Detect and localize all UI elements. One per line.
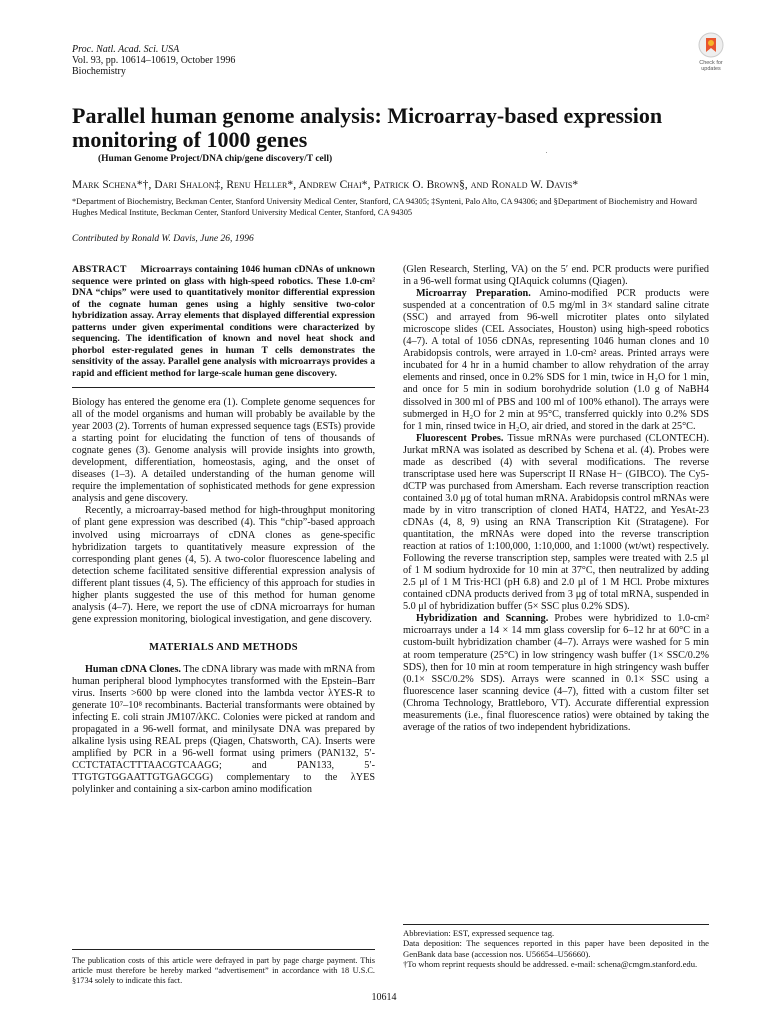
badge-line1: Check for [699,60,723,66]
abstract-label: ABSTRACT [72,264,127,275]
subsection-heading: Fluorescent Probes. [416,432,504,444]
methods-paragraph [403,433,709,614]
abstract-divider [72,387,375,388]
journal-section: Biochemistry [72,66,126,77]
badge-line2: updates [701,66,721,72]
methods-paragraph [403,613,709,733]
abstract [72,264,375,379]
footnote-data-deposition: Data deposition: The sequences reported in this paper have been deposited in the GenBank data base (accession nos. U56654–U56660). [403,938,709,959]
left-column [72,264,375,796]
footnote-reprint: †To whom reprint requests should be addressed. e-mail: schena@cmgm.stanford.edu. [403,959,698,970]
contributed-by: Contributed by Ronald W. Davis, June 26, 1996 [72,234,254,244]
journal-volume: Vol. 93, pp. 10614–10619, October 1996 [72,55,236,66]
bookmark-icon [698,32,724,58]
paragraph-text: The cDNA library was made with mRNA from human peripheral blood lymphocytes transformed with the Epstein–Barr virus. Inserts >600 bp were cloned into the lambda vector λYES-R to generate 10⁷–10⁸ recombinants. Bacterial transformants were obtained by infecting E. coli strain JM107/λKC. Colonies were picked at random and propagated in a 96-well format, and minilysate DNA was prepared by alkaline lysis using REAL preps (Qiagen, Chatsworth, CA). Inserts were amplified by PCR in a 96-well format using primers (PAN132, 5′-CCTCTATACTTTAACGTCAAGG; and PAN133, 5′-TTGTGTGGAATTGTGAGCGG) complementary to the λYES polylinker and containing a six-carbon amino modification [72,663,375,796]
publication-cost-footnote: The publication costs of this article were defrayed in part by page charge payment. This article must therefore be hereby marked “advertisement” in accordance with 18 U.S.C. §1734 solely to indicate this fact. [72,949,375,987]
affiliations: *Department of Biochemistry, Beckman Center, Stanford University Medical Center, Stanford, CA 94305; ‡Synteni, Palo Alto, CA 94306; and §Department of Biochemistry and Howard Hughes Medical Institute, Beckman Center, Stanford University Medical Center, Stanford, CA 94305 [72,197,697,217]
intro-paragraph: Biology has entered the genome era (1). Complete genome sequences for all of the model organisms and human will probably be available by the year 2003 (2). Torrents of human expressed sequence tags (ESTs) provide a starting point for elucidating the function of tens of thousands of cognate genes (3). Genome analysis will provide insights into growth, development, differentiation, homeostasis, aging, and the onset of diseases (1–3). A detailed understanding of the human genome will require the implementation of sophisticated methods for gene expression analysis and gene discovery. [72,397,375,505]
abstract-text: Microarrays containing 1046 human cDNAs of unknown sequence were printed on glass with high-speed robotics. These 1.0-cm² DNA “chips” were used to quantitatively monitor differential expression of the cognate human genes using a highly sensitive two-color hybridization assay. Array elements that displayed differential expression patterns under given experimental conditions were characterized by sequencing. The identification of known and novel heat shock and phorbol ester-regulated genes in human T cells demonstrates the sensitivity of the assay. Parallel gene analysis with microarrays provides a rapid and efficient method for large-scale human gene discovery. [72,264,375,379]
journal-name: Proc. Natl. Acad. Sci. USA [72,44,180,55]
paragraph-text: Probes were hybridized to 1.0-cm² microarrays under a 14 × 14 mm glass coverslip for 6–12 hr at 60°C in a custom-built hybridization chamber (4–7). Arrays were washed for 5 min at room temperature (25°C) in low stringency wash buffer (1× SSC/0.2% SDS), then for 10 min at room temperature in high stringency wash buffer (0.1× SSC/0.2% SDS). Arrays were scanned in 0.1× SSC using a fluorescence laser scanning device (4–7), fitted with a custom filter set (Chroma Technology, Brattleboro, VT). Accurate differential expression measurements (i.e., final fluorescence ratios) were obtained by taking the average of the ratios of two independent hybridizations. [403,613,710,733]
subsection-heading: Human cDNA Clones. [85,663,181,675]
speck [546,152,547,153]
footnote-abbreviation: Abbreviation: EST, expressed sequence tag. [403,928,555,938]
methods-paragraph [72,664,375,797]
author-list: Mark Schena*†, Dari Shalon‡, Renu Heller*, Andrew Chai*, Patrick O. Brown§, and Ronald W. Davis* [72,179,579,191]
right-column [403,264,709,734]
subsection-heading: Hybridization and Scanning. [416,613,549,625]
footnotes [403,924,709,970]
intro-paragraph: Recently, a microarray-based method for high-throughput monitoring of plant gene expression was described (4). This “chip”-based approach involved using microarrays of cDNA clones as gene-specific hybridization targets to quantitatively measure expression of the corresponding plant genes (4, 5). A two-color fluorescence labeling and detection scheme facilitated sensitive differential expression analysis of different plant tissues (4, 5). The efficiency of this approach for studies in higher plants suggested the use of this method for human genome analysis (4–7). Here, we report the use of cDNA microarrays for human gene expression monitoring, biological investigation, and gene discovery. [72,505,375,625]
keywords: (Human Genome Project/DNA chip/gene discovery/T cell) [98,154,333,164]
subsection-heading: Microarray Preparation. [416,288,531,300]
paragraph-text: Tissue mRNAs were purchased (CLONTECH). Jurkat mRNA was isolated as described by Schena et al. (4). Probes were made as described (4) with several modifications. The reverse transcriptase used here was Superscript II RNase H− (GIBCO). The Cy5-dCTP was purchased from Amersham. Each reverse transcription reaction contained 3.0 μg of total human mRNA. Arabidopsis control mRNAs were made by in vitro transcription of cloned HAT4, HAT22, and YesAt-23 cDNAs (4, 8, 9) using an RNA Transcription Kit (Stratagene). For quantitation, the mRNAs were doped into the reverse transcription reaction at ratios of 1:100,000, 1:10,000, and 1:1000 (wt/wt) respectively. Following the reverse transcription step, samples were treated with 2.5 μl of 1 M sodium hydroxide for 10 min at 37°C, then neutralized by adding 2.5 μl of 1 M Tris·HCl (pH 6.8) and 2.0 μl of 1 M HCl. Probe mixtures contained cDNA products derived from 3 μg of total mRNA, suspended in 5.0 μl of hybridization buffer (5× SSC plus 0.2% SDS). [403,432,709,613]
section-heading: MATERIALS AND METHODS [149,641,298,653]
continued-paragraph: (Glen Research, Sterling, VA) on the 5′ end. PCR products were purified in a 96-well format using QIAquick columns (Qiagen). [403,264,709,288]
methods-paragraph [403,288,709,433]
check-for-updates-badge[interactable] [684,32,738,80]
article-title: Parallel human genome analysis: Microarray-based expression monitoring of 1000 genes [72,103,663,152]
paragraph-text: Amino-modified PCR products were suspended at a concentration of 0.5 mg/ml in 3× standard saline citrate (SSC) and arrayed from 96-well microtiter plates onto silylated microscope slides (CEL Associates, Houston) using high-speed robotics (4–7). A total of 1056 cDNAs, representing 1046 human clones and 10 Arabidopsis controls, were arrayed in 1.0-cm² areas. Printed arrays were incubated for 4 hr in a humid chamber to allow rehydration of the array elements and rinsed, once in 0.2% SDS for 1 min, twice in H₂O for 1 min, and once for 5 min in sodium borohydride solution (1.0 g of NaBH4 dissolved in 300 ml of PBS and 100 ml of 100% ethanol). The arrays were submerged in H₂O for 2 min at 95°C, transferred quickly into 0.2% SDS for 1 min, rinsed twice in H₂O, air dried, and stored in the dark at 25°C. [403,288,709,432]
journal-header [72,44,235,77]
page-number: 10614 [371,992,397,1003]
